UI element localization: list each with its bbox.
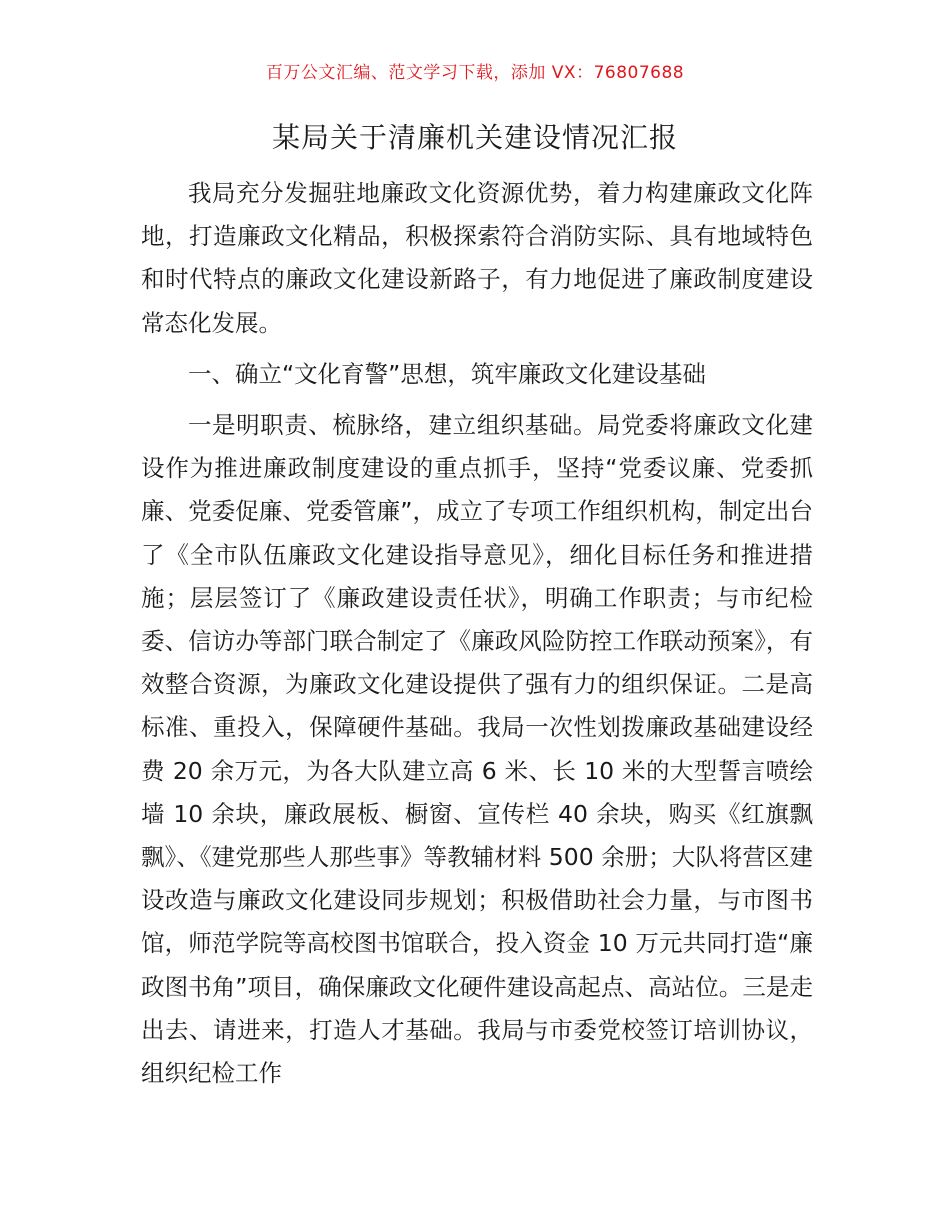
document-title: 某局关于清廉机关建设情况汇报: [271, 121, 678, 154]
document-body: [141, 172, 813, 1095]
header-promo-note: 百万公文汇编、范文学习下载，添加 VX：76807688: [265, 63, 685, 83]
intro-paragraph: 我局充分发掘驻地廉政文化资源优势，着力构建廉政文化阵地，打造廉政文化精品，积极探索符合消防实际、具有地域特色和时代特点的廉政文化建设新路子，有力地促进了廉政制度建设常态化发展。: [141, 179, 813, 337]
section-body-paragraph: 一是明职责、梳脉络，建立组织基础。局党委将廉政文化建设作为推进廉政制度建设的重点抓手，坚持“党委议廉、党委抓廉、党委促廉、党委管廉”，成立了专项工作组织机构，制定出台了《全市队伍廉政文化建设指导意见》，细化目标任务和推进措施；层层签订了《廉政建设责任状》，明确工作职责；与市纪检委、信访办等部门联合制定了《廉政风险防控工作联动预案》，有效整合资源，为廉政文化建设提供了强有力的组织保证。二是高标准、重投入，保障硬件基础。我局一次性划拨廉政基础建设经费 20 余万元，为各大队建立高 6 米、长 10 米的大型誓言喷绘墙 10 余块，廉政展板、橱窗、宣传栏 40 余块，购买《红旗飘飘》、《建党那些人那些事》等教辅材料 500 余册；大队将营区建设改造与廉政文化建设同步规划；积极借助社会力量，与市图书馆，师范学院等高校图书馆联合，投入资金 10 万元共同打造“廉政图书角”项目，确保廉政文化硬件建设高起点、高站位。三是走出去、请进来，打造人才基础。我局与市委党校签订培训协议，组织纪检工作: [141, 411, 813, 1088]
section-heading: 一、确立“文化育警”思想，筑牢廉政文化建设基础: [188, 359, 706, 388]
